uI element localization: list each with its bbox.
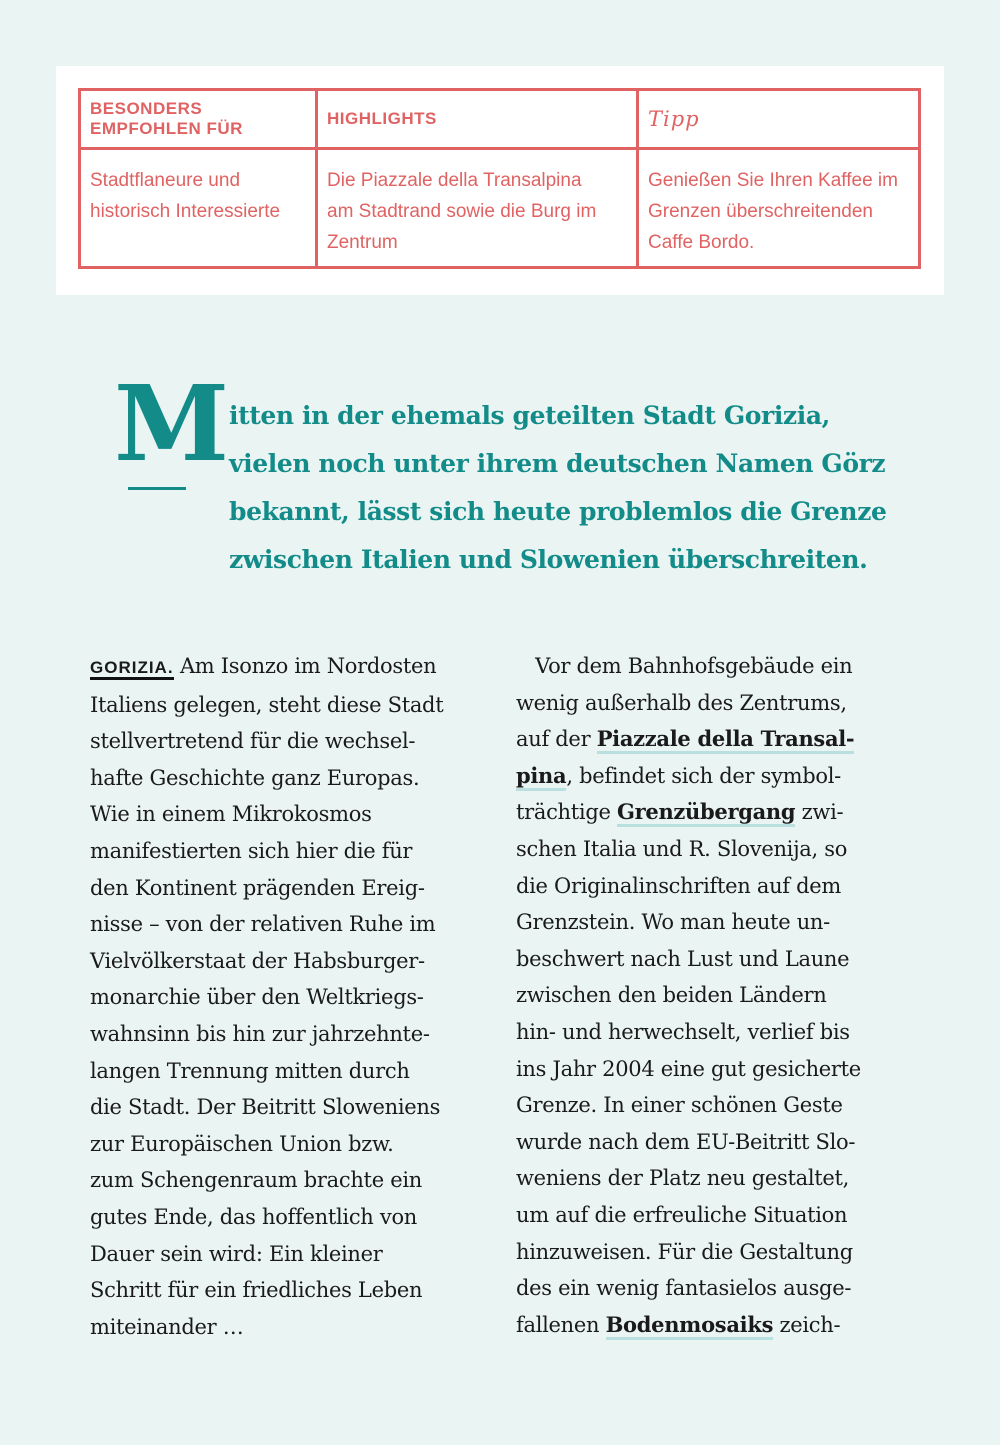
body-column-right: Vor dem Bahnhofsgebäude ein wenig außerhalb des Zentrums, auf der Piazzale della Transal- pina, befindet sich der symbol- trächtige Grenzübergang zwi- schen Italia und R. Slovenija, so die Originalinschriften auf dem Grenzstein. Wo man heute un- beschwert nach Lust und Laune zwischen den beiden Ländern hin- und herwechselt, verlief bis ins Jahr 2004 eine gut gesicherte Grenze. In einer schönen Geste wurde nach dem EU-Beitritt Slo- weniens der Platz neu gestaltet, um auf die erfreuliche Situation hinzuweisen. Für die Gestaltung des ein wenig fantasielos ausge- fallenen Bodenmosaiks zeich- <box>516 648 908 1343</box>
cell-highlights: Die Piazzale della Transalpina am Stadtrand sowie die Burg im Zentrum <box>317 149 638 268</box>
drop-cap: M <box>114 362 230 485</box>
cell-recommended-for: Stadtflaneure und historisch Interessierte <box>80 149 317 268</box>
highlight-piazzale-transalpina: Piazzale della Transal- <box>597 726 855 754</box>
lead-text: itten in der ehemals geteilten Stadt Gorizia, vielen noch unter ihrem deutschen Namen Görz bekannt, lässt sich heute problemlos die Grenze zwischen Italien und Slowenien überschreiten. <box>229 401 887 574</box>
info-table <box>78 88 921 269</box>
highlight-piazzale-transalpina-cont: pina <box>516 763 566 791</box>
cell-tip: Genießen Sie Ihren Kaffee im Grenzen überschreitenden Caffe Bordo. <box>638 149 920 268</box>
kicker-gorizia: GORIZIA. <box>90 658 174 680</box>
drop-cap-rule <box>128 487 186 490</box>
header-recommended-for: BESONDERS EMPFOHLEN FÜR <box>80 90 317 149</box>
info-table-header-row <box>80 90 920 149</box>
header-highlights: HIGHLIGHTS <box>317 90 638 149</box>
header-tip: Tipp <box>638 90 920 149</box>
body-column-left: GORIZIA. Am Isonzo im Nordosten Italiens gelegen, steht diese Stadt stellvertretend für die wechsel- hafte Geschichte ganz Europas. Wie in einem Mikrokosmos manifestierten sich hier die für den Kontinent prägenden Ereig- nisse – von der relativen Ruhe im Vielvölkerstaat der Habsburger- monarchie über den Weltkriegs- wahnsinn bis hin zur jahrzehnte- langen Trennung mitten durch die Stadt. Der Beitritt Sloweniens zur Europäischen Union bzw. zum Schengenraum brachte ein gutes Ende, das hoffentlich von Dauer sein wird: Ein kleiner Schritt für ein friedliches Leben miteinander … <box>90 654 444 1339</box>
info-box <box>56 66 944 295</box>
highlight-grenzuebergang: Grenzübergang <box>617 799 795 827</box>
highlight-bodenmosaiks: Bodenmosaiks <box>606 1312 773 1340</box>
info-table-body-row <box>80 149 920 268</box>
